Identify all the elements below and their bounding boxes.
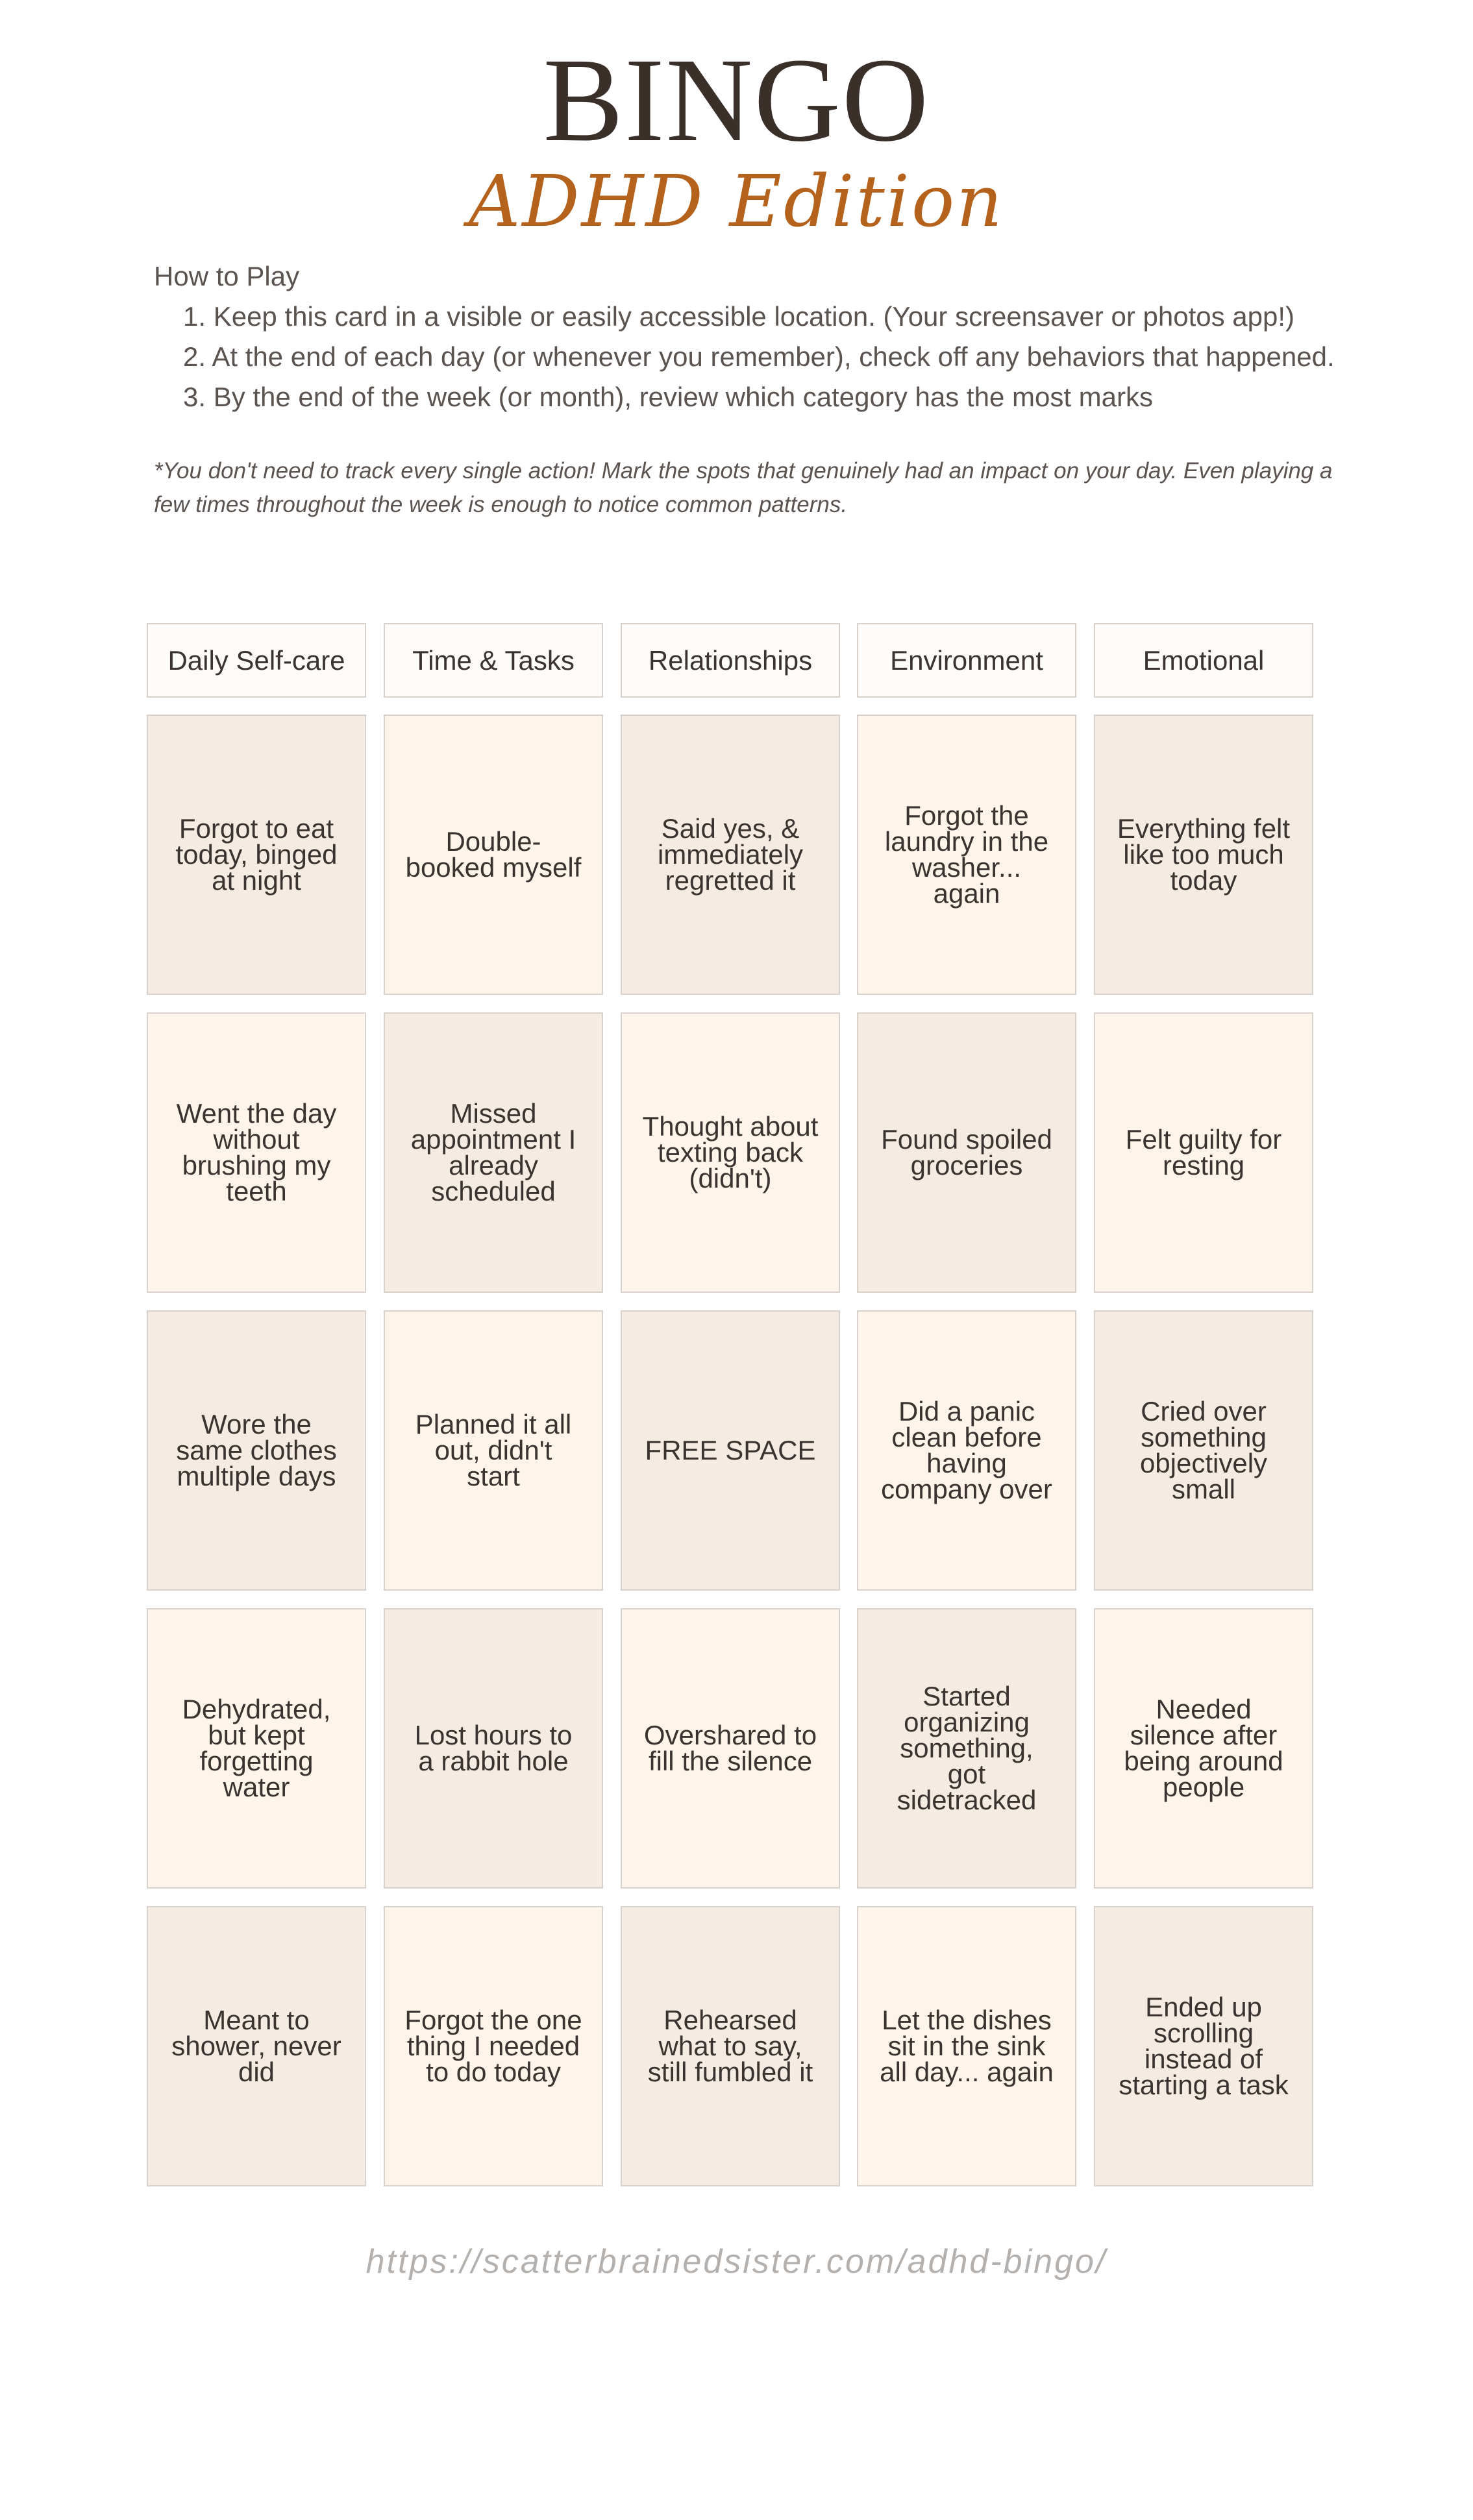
bingo-cell-label: Missed appointment I already scheduled [410, 1098, 576, 1206]
page-subtitle: ADHD Edition [468, 160, 1005, 243]
bingo-cell[interactable] [857, 1906, 1076, 2186]
bingo-cell[interactable] [384, 715, 603, 995]
bingo-cell[interactable] [621, 1906, 840, 2186]
tracking-note: *You don't need to track every single action! Mark the spots that genuinely had an impact on your day. Even playing a few times throughout the week is enough to notice common patterns. [154, 458, 1333, 517]
category-header-environment: Environment [857, 623, 1076, 698]
bingo-cell[interactable] [1094, 1608, 1313, 1889]
bingo-cell-label: Cried over something objectively small [1139, 1396, 1268, 1504]
bingo-cell-label: Forgot the one thing I needed to do today [404, 2005, 582, 2087]
bingo-cell[interactable] [621, 1608, 840, 1889]
bingo-cell[interactable] [1094, 715, 1313, 995]
bingo-cell-label: Dehydrated, but kept forgetting water [182, 1694, 331, 1802]
bingo-cell[interactable] [857, 1012, 1076, 1293]
bingo-cell[interactable] [857, 715, 1076, 995]
bingo-cell[interactable] [384, 1310, 603, 1591]
how-to-play-section [154, 256, 1335, 417]
bingo-cell[interactable] [1094, 1012, 1313, 1293]
bingo-cell-label: Lost hours to a rabbit hole [414, 1720, 573, 1776]
bingo-cell-label: Did a panic clean before having company over [881, 1396, 1052, 1504]
bingo-cell[interactable] [857, 1608, 1076, 1889]
category-header-relationships: Relationships [621, 623, 840, 698]
category-header-time-tasks: Time & Tasks [384, 623, 603, 698]
bingo-cell-label: Wore the same clothes multiple days [176, 1409, 337, 1491]
bingo-cell-label: Started organizing something, got sidetracked [897, 1681, 1037, 1815]
bingo-cell[interactable] [147, 1608, 366, 1889]
bingo-cell-label: Ended up scrolling instead of starting a task [1119, 1992, 1289, 2100]
how-to-play-steps [154, 297, 1335, 417]
bingo-cell-label: Forgot to eat today, binged at night [175, 813, 338, 896]
category-header-emotional: Emotional [1094, 623, 1313, 698]
bingo-cell-label: Needed silence after being around people [1124, 1694, 1283, 1802]
bingo-cell[interactable] [857, 1310, 1076, 1591]
bingo-cell[interactable] [384, 1012, 603, 1293]
bingo-cell[interactable] [147, 715, 366, 995]
bingo-cell-label: Let the dishes sit in the sink all day... again [880, 2005, 1054, 2087]
free-space-cell[interactable] [621, 1310, 840, 1591]
bingo-cell-label: Thought about texting back (didn't) [642, 1111, 819, 1193]
bingo-cell[interactable] [147, 1012, 366, 1293]
source-url[interactable]: https://scatterbrainedsister.com/adhd-bingo/ [365, 2243, 1108, 2281]
bingo-cell-label: Found spoiled groceries [881, 1124, 1052, 1180]
bingo-cell[interactable] [147, 1906, 366, 2186]
bingo-cell-label: Double-booked myself [405, 826, 582, 883]
bingo-cell[interactable] [1094, 1906, 1313, 2186]
bingo-cell-label: Meant to shower, never did [171, 2005, 341, 2087]
how-to-play-step: 1. Keep this card in a visible or easily accessible location. (Your screensaver or photos app!) [183, 301, 1295, 332]
page-title: BINGO [543, 34, 930, 167]
bingo-cell-label: Said yes, & immediately regretted it [657, 813, 804, 896]
bingo-cell-label: Rehearsed what to say, still fumbled it [647, 2005, 813, 2087]
bingo-cell[interactable] [384, 1608, 603, 1889]
bingo-cell-label: Everything felt like too much today [1117, 813, 1291, 896]
bingo-cell-label: FREE SPACE [645, 1435, 816, 1465]
bingo-cell-label: Overshared to fill the silence [643, 1720, 817, 1776]
how-to-play-step: 3. By the end of the week (or month), review which category has the most marks [183, 382, 1153, 412]
bingo-cell-label: Went the day without brushing my teeth [176, 1098, 337, 1206]
how-to-play-step: 2. At the end of each day (or whenever you remember), check off any behaviors that happened. [183, 341, 1335, 372]
bingo-cell[interactable] [147, 1310, 366, 1591]
bingo-cell[interactable] [621, 715, 840, 995]
how-to-play-heading: How to Play [154, 261, 300, 291]
bingo-cell-label: Felt guilty for resting [1125, 1124, 1282, 1180]
bingo-cell-label: Forgot the laundry in the washer... again [884, 800, 1049, 909]
category-header-daily-self-care: Daily Self-care [147, 623, 366, 698]
bingo-cell[interactable] [384, 1906, 603, 2186]
bingo-cell[interactable] [621, 1012, 840, 1293]
bingo-cell[interactable] [1094, 1310, 1313, 1591]
bingo-cell-label: Planned it all out, didn't start [415, 1409, 572, 1491]
